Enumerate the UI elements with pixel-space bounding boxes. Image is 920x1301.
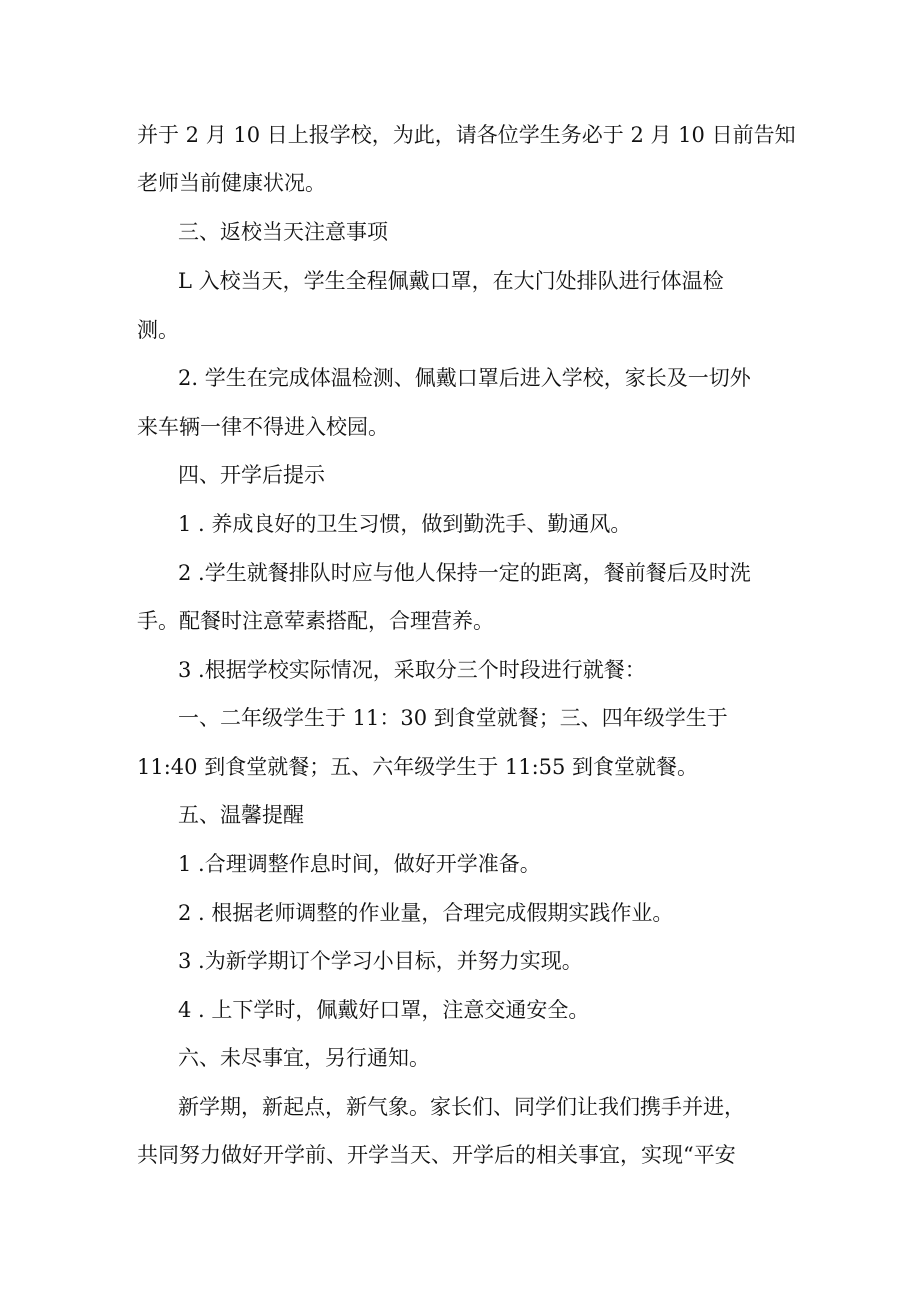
text-line-7: 来车辆一律不得进入校园。 [137,415,389,439]
section-heading-return-day: 三、返校当天注意事项 [178,220,388,244]
text-line-13: 一、二年级学生于 11：30 到食堂就餐；三、四年级学生于 [178,706,728,730]
text-line-19: 4 . 上下学时，佩戴好口罩，注意交通安全。 [178,998,590,1022]
text-line-5: 测。 [137,318,179,342]
text-line-16: 1 .合理调整作息时间，做好开学准备。 [178,852,541,876]
text-line-18: 3 .为新学期订个学习小目标，并努力实现。 [178,949,583,973]
text-line-2: 老师当前健康状况。 [137,171,326,195]
section-heading-other-matters: 六、未尽事宜，另行通知。 [178,1046,430,1070]
text-line-4: L 入校当天，学生全程佩戴口罩，在大门处排队进行体温检 [178,269,724,293]
text-line-11: 手。配餐时注意荤素搭配，合理营养。 [137,609,494,633]
text-line-1: 并于 2 月 10 日上报学校，为此，请各位学生务必于 2 月 10 日前告知 [137,123,796,147]
text-line-6: 2. 学生在完成体温检测、佩戴口罩后进入学校，家长及一切外 [178,366,751,390]
text-line-9: 1 . 养成良好的卫生习惯，做到勤洗手、勤通风。 [178,512,632,536]
text-line-21: 新学期，新起点，新气象。家长们、同学们让我们携手并进， [178,1095,745,1119]
section-heading-after-school-start: 四、开学后提示 [178,463,325,487]
text-line-10: 2 .学生就餐排队时应与他人保持一定的距离，餐前餐后及时洗 [178,561,751,585]
text-line-17: 2 . 根据老师调整的作业量，合理完成假期实践作业。 [178,901,674,925]
text-line-22: 共同努力做好开学前、开学当天、开学后的相关事宜，实现“平安 [137,1143,736,1167]
section-heading-reminders: 五、温馨提醒 [178,803,304,827]
text-line-14: 11:40 到食堂就餐；五、六年级学生于 11:55 到食堂就餐。 [137,755,699,779]
text-line-12: 3 .根据学校实际情况，采取分三个时段进行就餐： [178,658,646,682]
